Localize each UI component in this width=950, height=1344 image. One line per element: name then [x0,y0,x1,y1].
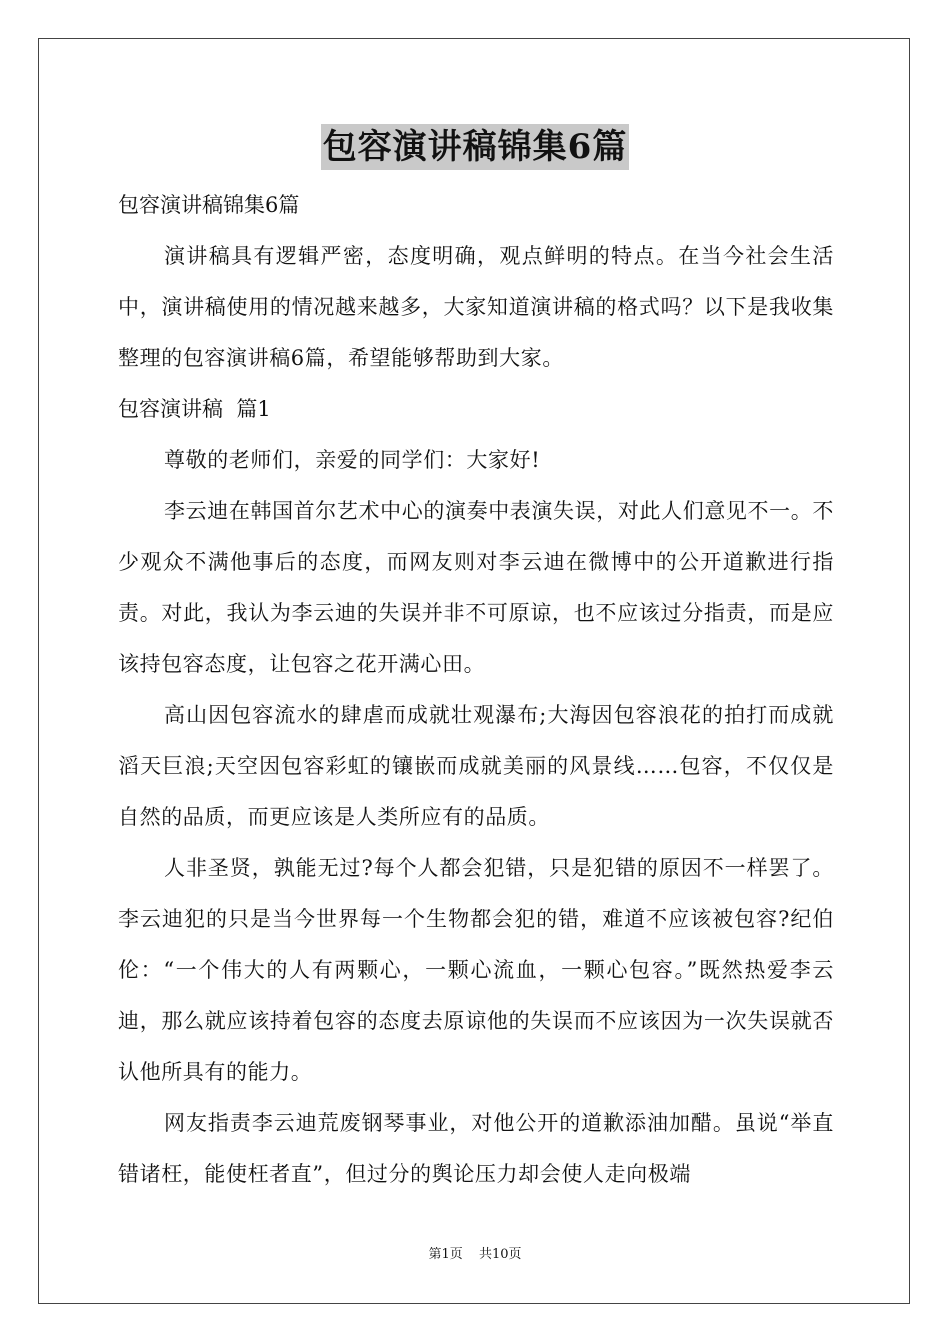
paragraph-4: 网友指责李云迪荒废钢琴事业，对他公开的道歉添油加醋。虽说“举直错诸枉，能使枉者直”，但过分的舆论压力却会使人走向极端 [118,1111,834,1186]
page-total: 共10页 [478,1247,522,1262]
page-number: 第1页 [428,1247,463,1262]
paragraph-greeting: 尊敬的老师们，亲爱的同学们：大家好! [164,448,541,472]
paragraph-2: 高山因包容流水的肆虐而成就壮观瀑布;大海因包容浪花的拍打而成就滔天巨浪;天空因包容彩虹的镶嵌而成就美丽的风景线……包容，不仅仅是自然的品质，而更应该是人类所应有的品质。 [118,703,834,829]
section-heading: 包容演讲稿 篇1 [118,397,271,421]
paragraph-3: 人非圣贤，孰能无过?每个人都会犯错，只是犯错的原因不一样罢了。李云迪犯的只是当今世界每一个生物都会犯的错，难道不应该被包容?纪伯伦：“一个伟大的人有两颗心，一颗心流血，一颗心包容。”既然热爱李云迪，那么就应该持着包容的态度去原谅他的失误而不应该因为一次失误就否认他所具有的能力。 [118,856,834,1084]
intro-paragraph: 演讲稿具有逻辑严密，态度明确，观点鲜明的特点。在当今社会生活中，演讲稿使用的情况越来越多，大家知道演讲稿的格式吗？以下是我收集整理的包容演讲稿6篇，希望能够帮助到大家。 [118,244,834,370]
title-container [0,124,950,170]
page-footer [0,1246,950,1264]
document-body [118,180,834,1200]
document-subtitle: 包容演讲稿锦集6篇 [118,193,300,217]
paragraph-1: 李云迪在韩国首尔艺术中心的演奏中表演失误，对此人们意见不一。不少观众不满他事后的态度，而网友则对李云迪在微博中的公开道歉进行指责。对此，我认为李云迪的失误并非不可原谅，也不应该过分指责，而是应该持包容态度，让包容之花开满心田。 [118,499,834,676]
document-title: 包容演讲稿锦集6篇 [321,124,630,170]
